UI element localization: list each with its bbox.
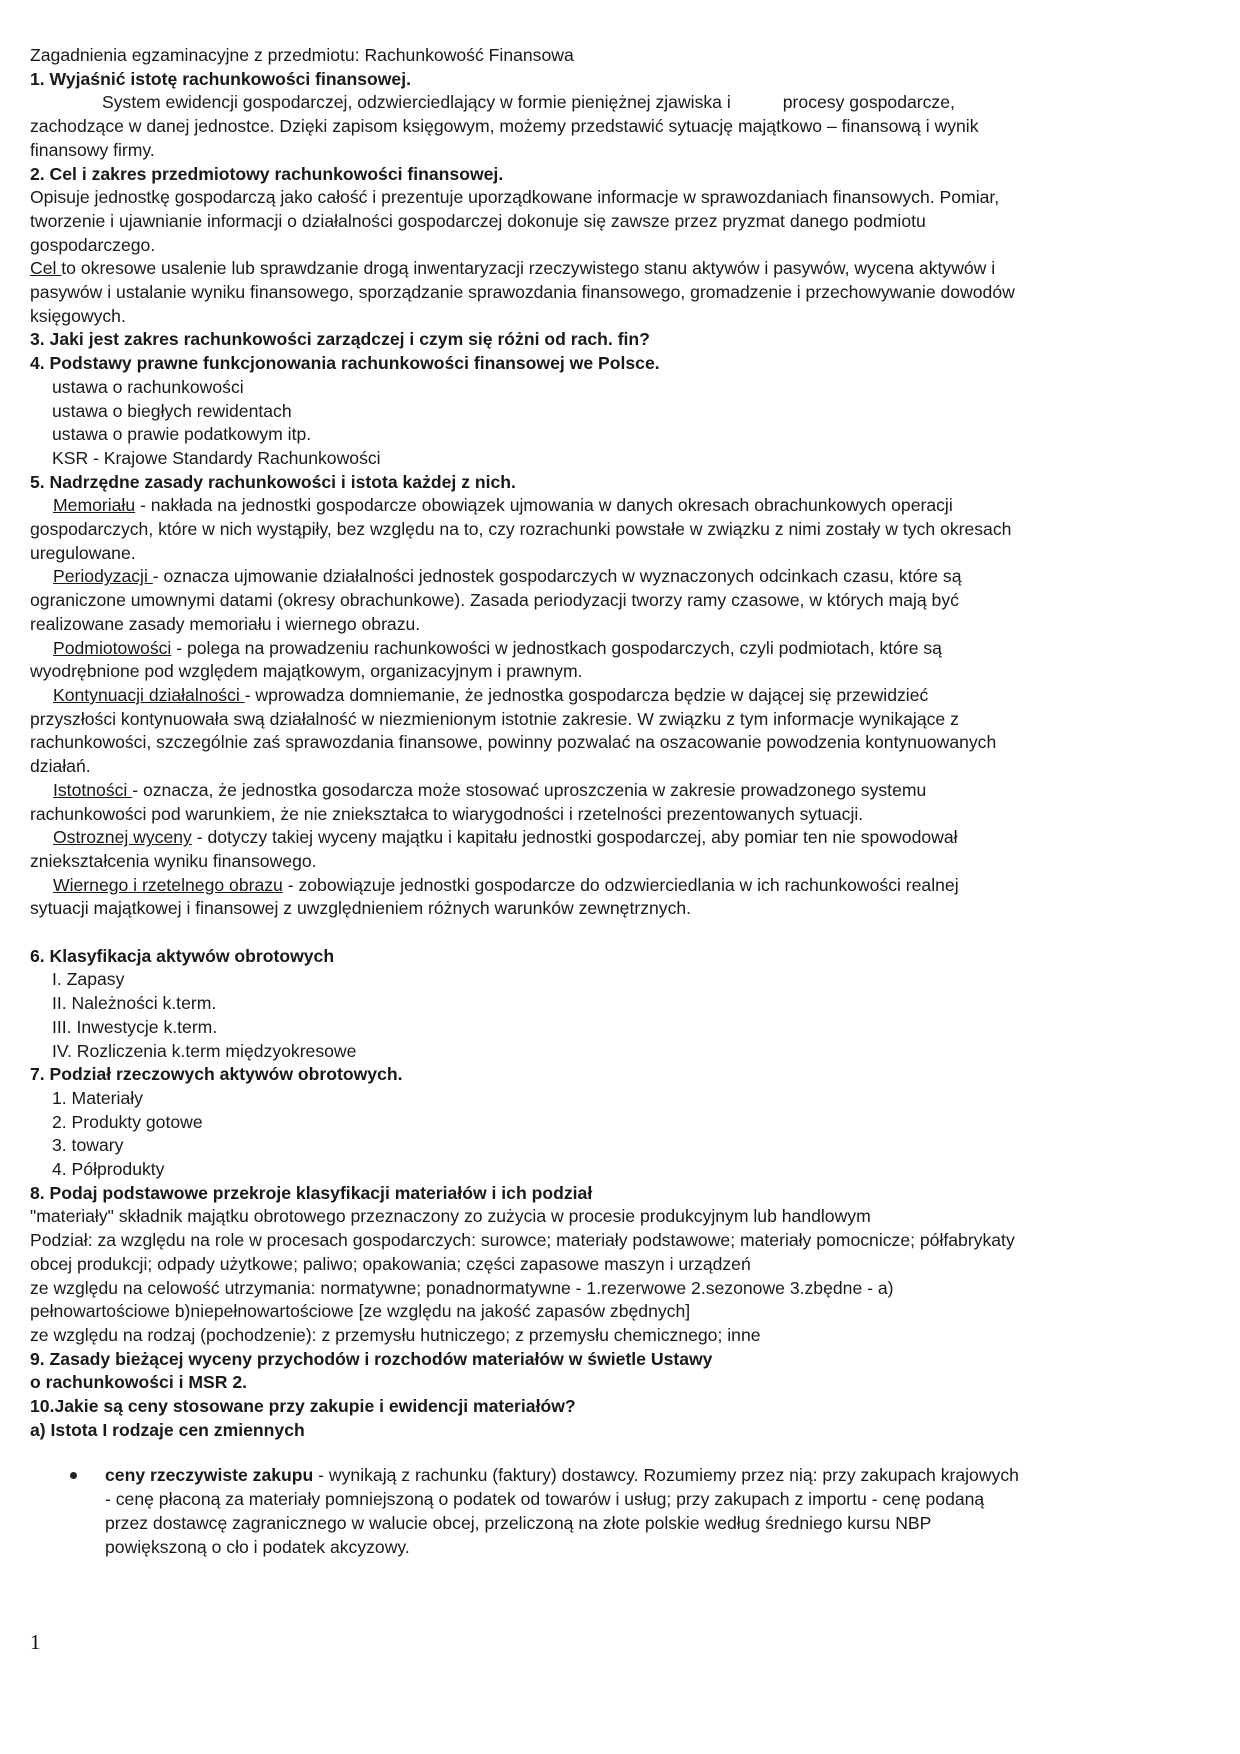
q4-item: ustawa o prawie podatkowym itp. (52, 424, 312, 445)
document-title: Zagadnienia egzaminacyjne z przedmiotu: Rachunkowość Finansowa (30, 45, 574, 65)
q6-item: III. Inwestycje k.term. (52, 1016, 218, 1037)
question-8-heading: 8. Podaj podstawowe przekroje klasyfikacji materiałów i ich podział (30, 1182, 593, 1203)
question-10-heading: 10.Jakie są ceny stosowane przy zakupie i ewidencji materiałów? (30, 1396, 576, 1417)
kont-line-3: rachunkowości, szczególnie zaś sprawozdania finansowe, powinny pozwalać na oszacowanie powodzenia kontynuowanych (30, 732, 997, 753)
q1-line-3: finansowy firmy. (30, 139, 155, 160)
q6-item: II. Należności k.term. (52, 993, 217, 1014)
bullet-list-item (30, 1464, 1210, 1559)
q8-line-1: "materiały" składnik majątku obrotowego przeznaczony zo zużycia w procesie produkcyjnym lub handlowym (30, 1206, 871, 1227)
question-3-heading: 3. Jaki jest zakres rachunkowości zarządczej i czym się różni od rach. fin? (30, 329, 650, 350)
podm-line-1: Podmiotowości - polega na prowadzeniu rachunkowości w jednostkach gospodarczych, czyli podmiotach, które są (53, 637, 942, 658)
bullet-line-1: ceny rzeczywiste zakupu - wynikają z rachunku (faktury) dostawcy. Rozumiemy przez nią: przy zakupach krajowych (105, 1465, 1019, 1486)
kont-line-1: Kontynuacji działalności - wprowadza domniemanie, że jednostka gospodarcza będzie w dającej się przewidzieć (53, 684, 929, 705)
q4-item: ustawa o rachunkowości (52, 376, 244, 397)
ostroznej-term: Ostroznej wyceny (53, 827, 192, 848)
q6-item: I. Zapasy (52, 969, 125, 990)
blank-line (30, 921, 1210, 945)
question-1-heading: 1. Wyjaśnić istotę rachunkowości finansowej. (30, 68, 411, 89)
question-6-heading: 6. Klasyfikacja aktywów obrotowych (30, 945, 335, 966)
bullet-line-4: powiększoną o cło i podatek akcyzowy. (105, 1536, 410, 1557)
ostr-line-2: zniekształcenia wyniku finansowego. (30, 850, 317, 871)
q8-line-3: obcej produkcji; odpady użytkowe; paliwo; opakowania; części zapasowe maszyn i urządzeń (30, 1253, 751, 1274)
q2-line-4: Cel to okresowe usalenie lub sprawdzanie drogą inwentaryzacji rzeczywistego stanu aktywów i pasywów, wycena aktywów i (30, 258, 996, 279)
period-line-2: ograniczone umownymi datami (okresy obrachunkowe). Zasada periodyzacji tworzy ramy czasowe, w których mają być (30, 590, 959, 611)
memorial-line-2: gospodarczych, które w nich wystąpiły, bez względu na to, czy rozrachunki powstałe w związku z nimi zostały w tych okresach (30, 519, 1012, 540)
document-page (30, 44, 1210, 1559)
bullet-line-2: - cenę płaconą za materiały pomniejszoną o podatek od towarów i usług; przy zakupach z importu - cenę podaną (105, 1489, 985, 1510)
period-line-3: realizowane zasady memoriału i wiernego obrazu. (30, 613, 421, 634)
q6-item: IV. Rozliczenia k.term międzyokresowe (52, 1040, 357, 1061)
istotnosci-term: Istotności (53, 779, 133, 800)
q7-item: 3. towary (52, 1135, 124, 1156)
q8-line-6: ze względu na rodzaj (pochodzenie): z przemysłu hutniczego; z przemysłu chemicznego; inne (30, 1324, 761, 1345)
q2-line-6: księgowych. (30, 305, 126, 326)
period-term: Periodyzacji (53, 566, 153, 587)
q7-item: 4. Półprodukty (52, 1159, 165, 1180)
question-9-heading-1: 9. Zasady bieżącej wyceny przychodów i rozchodów materiałów w świetle Ustawy (30, 1348, 713, 1369)
q1-line-2: zachodzące w danej jednostce. Dzięki zapisom księgowym, możemy przedstawić sytuację majątkowo – finansową i wynik (30, 116, 979, 137)
memorial-line-1: Memoriału - nakłada na jednostki gospodarcze obowiązek ujmowania w danych okresach obrachunkowych operacji (53, 495, 953, 516)
bullet-line-3: przez dostawcę zagranicznego w walucie obcej, przeliczoną na złote polskie według średniego kursu NBP (105, 1512, 932, 1533)
kont-line-2: przyszłości kontynuowała swą działalność w niezmienionym istotnie zakresie. W związku z tym informacje wynikające z (30, 708, 959, 729)
ist-line-2: rachunkowości pod warunkiem, że nie zniekształca to wiarygodności i rzetelności prezentowanych sytuacji. (30, 803, 864, 824)
q2-line-5: pasywów i ustalanie wyniku finansowego, sporządzanie sprawozdania finansowego, gromadzenie i przechowywanie dowodów (30, 282, 1015, 303)
question-10-subheading: a) Istota I rodzaje cen zmiennych (30, 1419, 305, 1440)
question-5-heading: 5. Nadrzędne zasady rachunkowości i istota każdej z nich. (30, 471, 516, 492)
q8-line-5: pełnowartościowe b)niepełnowartościowe [ze względu na jakość zapasów zbędnych] (30, 1301, 691, 1322)
q1-line-1b: procesy gospodarcze, (782, 92, 955, 113)
podmiotowosci-term: Podmiotowości (53, 637, 172, 658)
ostr-line-1: Ostroznej wyceny - dotyczy takiej wyceny majątku i kapitału jednostki gospodarczej, aby pomiar ten nie spowodował (53, 827, 958, 848)
page-number: 1 (30, 1630, 41, 1654)
question-2-heading: 2. Cel i zakres przedmiotowy rachunkowości finansowej. (30, 163, 504, 184)
q8-line-2: Podział: za względu na role w procesach gospodarczych: surowce; materiały podstawowe; materiały pomocnicze; półfabrykaty (30, 1230, 1015, 1251)
wiernego-term: Wiernego i rzetelnego obrazu (53, 874, 283, 895)
wier-line-2: sytuacji majątkowej i finansowej z uwzględnieniem różnych warunków zewnętrznych. (30, 898, 692, 919)
q7-item: 1. Materiały (52, 1087, 143, 1108)
q4-item: KSR - Krajowe Standardy Rachunkowości (52, 447, 381, 468)
wier-line-1: Wiernego i rzetelnego obrazu - zobowiązuje jednostki gospodarcze do odzwierciedlania w ich rachunkowości realnej (53, 874, 959, 895)
question-9-heading-2: o rachunkowości i MSR 2. (30, 1372, 248, 1393)
bullet-icon (70, 1472, 77, 1479)
period-line-1: Periodyzacji - oznacza ujmowanie działalności jednostek gospodarczych w wyznaczonych odcinkach czasu, które są (53, 566, 962, 587)
q1-line-1a: System ewidencji gospodarczej, odzwierciedlający w formie pieniężnej zjawiska i (102, 92, 731, 113)
q2-line-1: Opisuje jednostkę gospodarczą jako całość i prezentuje uporządkowane informacje w sprawozdaniach finansowych. Pomiar, (30, 187, 1000, 208)
bullet-term: ceny rzeczywiste zakupu (105, 1465, 314, 1486)
q4-item: ustawa o biegłych rewidentach (52, 400, 292, 421)
q7-item: 2. Produkty gotowe (52, 1111, 203, 1132)
kont-line-4: działań. (30, 756, 91, 777)
kontynuacji-term: Kontynuacji działalności (53, 684, 245, 705)
ist-line-1: Istotności - oznacza, że jednostka gosodarcza może stosować uproszczenia w zakresie prowadzonego systemu (53, 779, 927, 800)
q2-line-2: tworzenie i ujawnianie informacji o działalności gospodarczej dokonuje się zawsze przez pryzmat danego podmiotu (30, 210, 926, 231)
cel-term: Cel (30, 258, 62, 279)
memorial-term: Memoriału (53, 495, 136, 516)
question-7-heading: 7. Podział rzeczowych aktywów obrotowych. (30, 1064, 403, 1085)
q2-line-3: gospodarczego. (30, 234, 156, 255)
q1-line-1 (30, 91, 1210, 115)
question-4-heading: 4. Podstawy prawne funkcjonowania rachunkowości finansowej we Polsce. (30, 353, 660, 374)
q8-line-4: ze względu na celowość utrzymania: normatywne; ponadnormatywne - 1.rezerwowe 2.sezonowe 3.zbędne - a) (30, 1277, 894, 1298)
podm-line-2: wyodrębnione pod względem majątkowym, organizacyjnym i prawnym. (30, 661, 583, 682)
memorial-line-3: uregulowane. (30, 542, 136, 563)
